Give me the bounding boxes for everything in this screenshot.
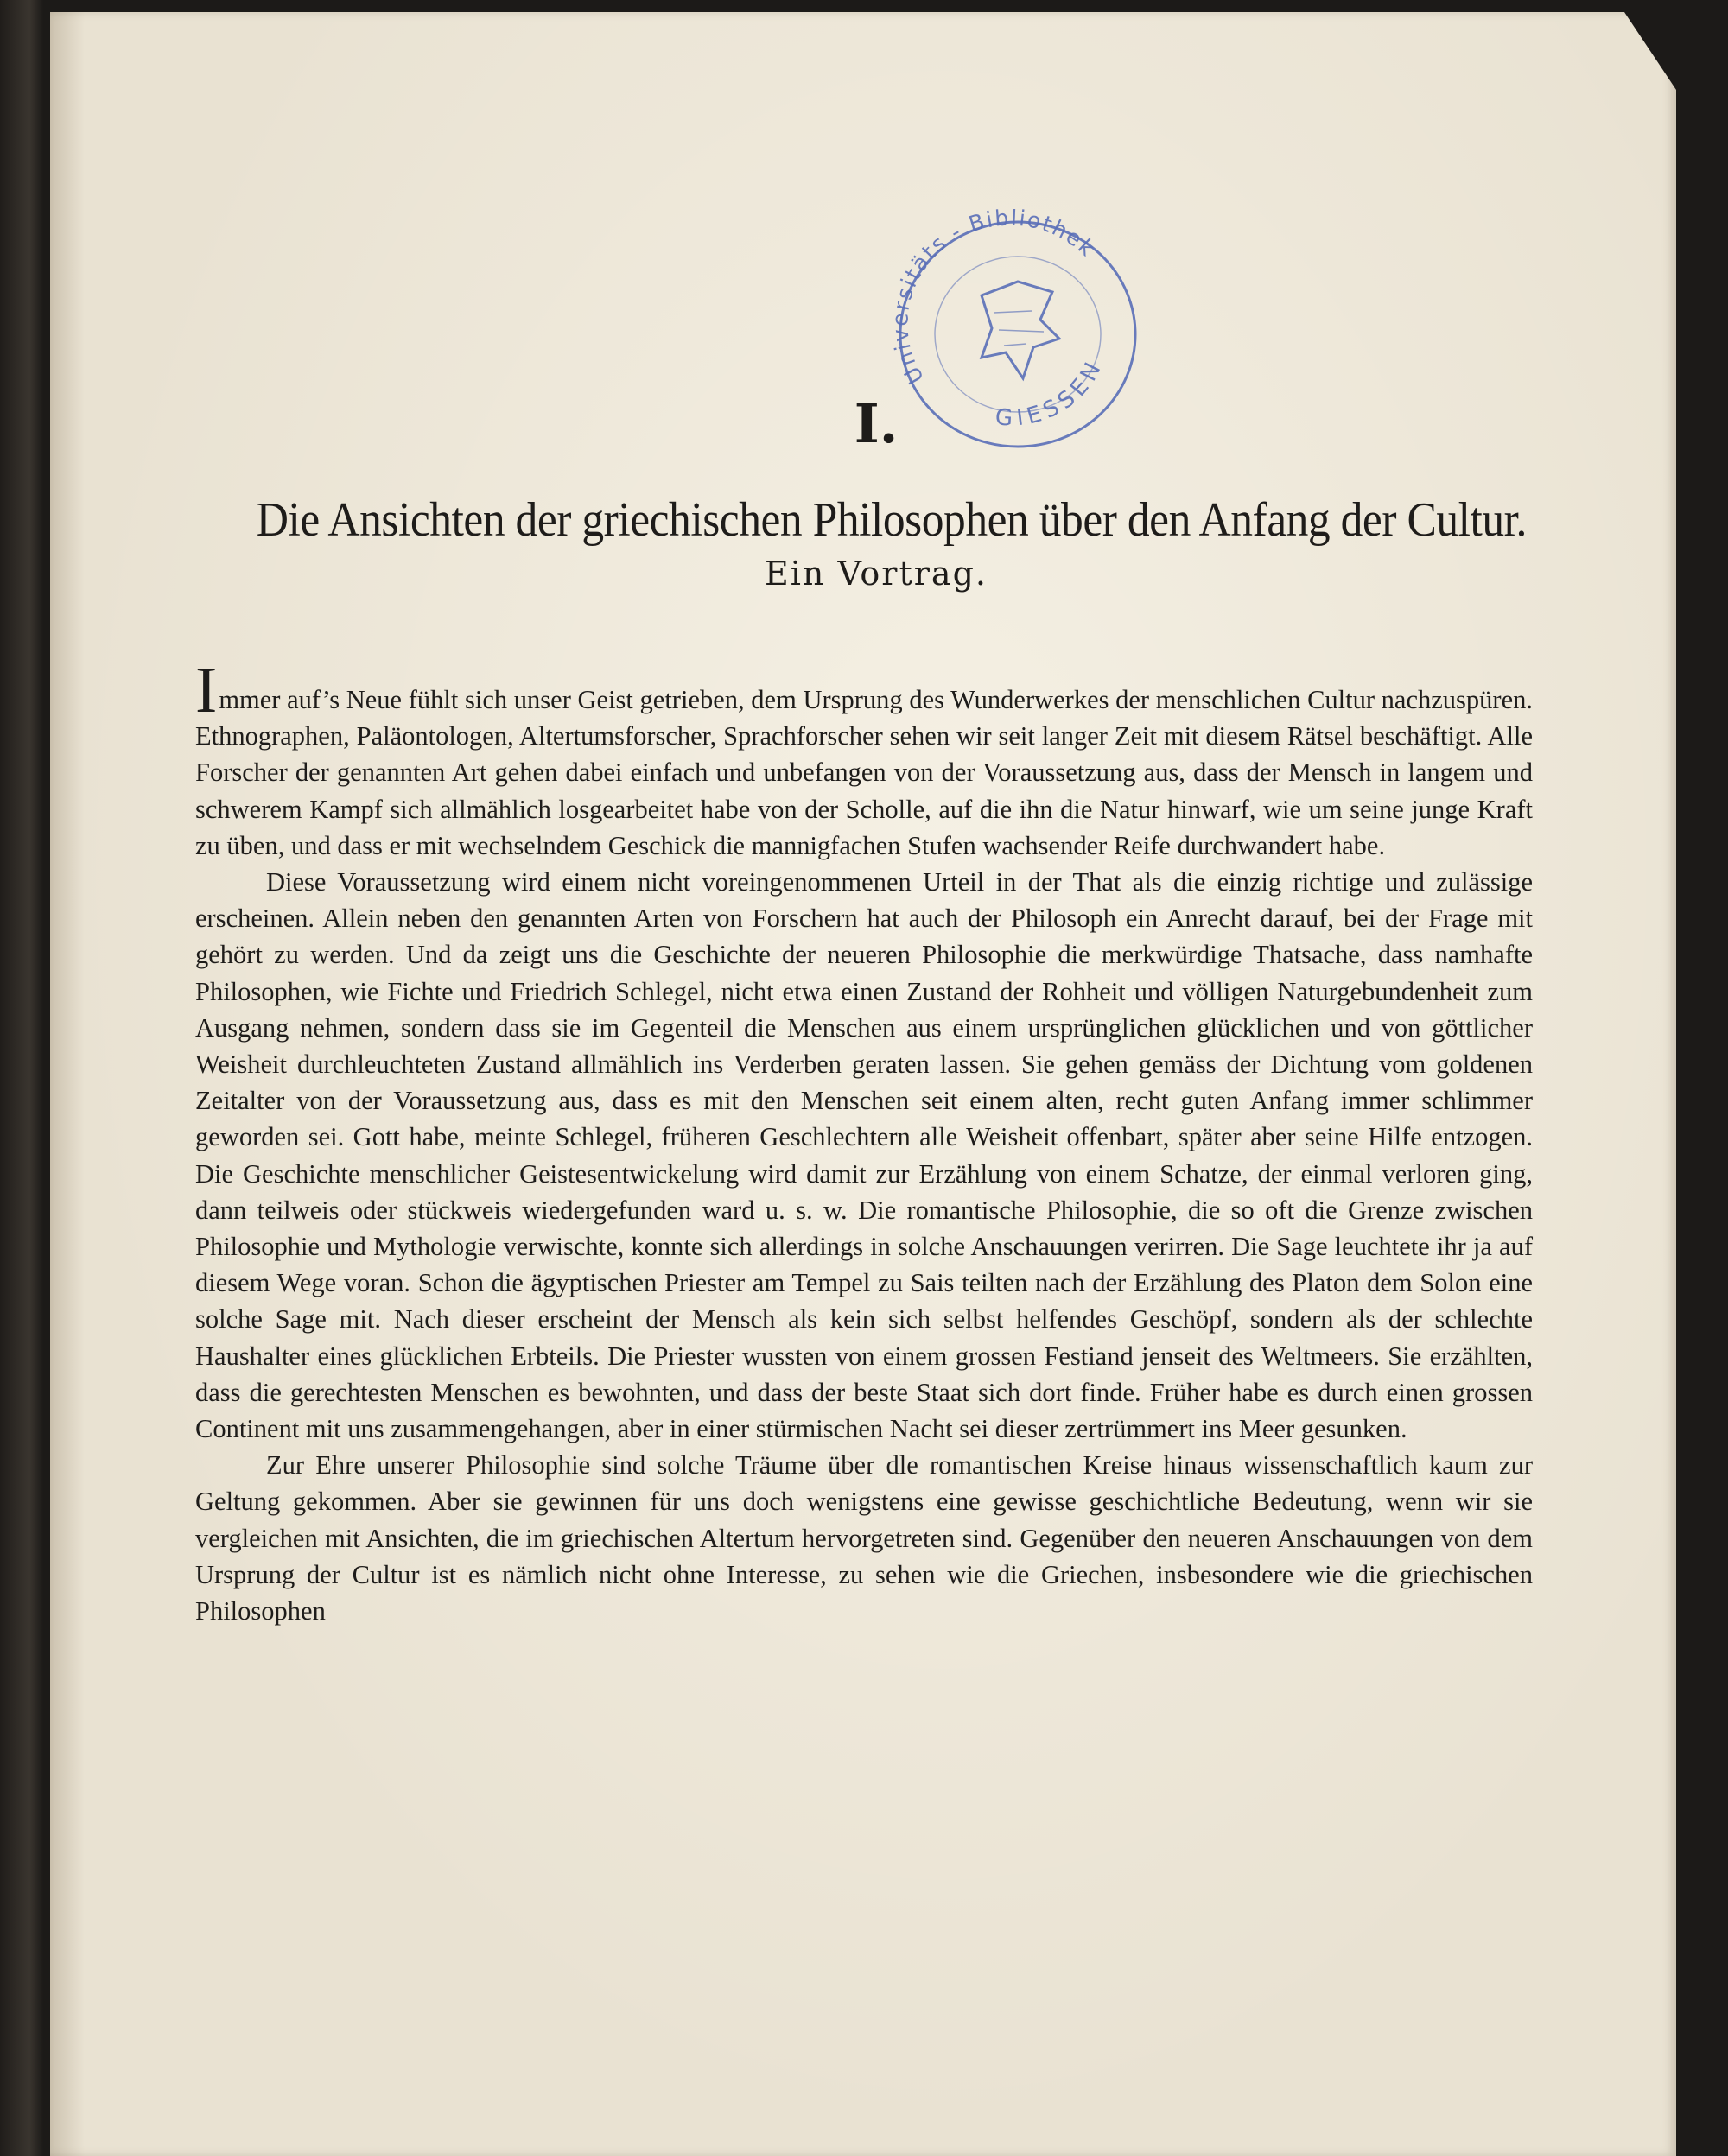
stamp-text-bottom: GIESSEN	[994, 353, 1109, 432]
paragraph	[195, 654, 1533, 864]
drop-cap: I	[195, 654, 218, 726]
chapter-title: Die Ansichten der griechischen Philosophen über den Anfang der Cultur.	[256, 493, 1527, 547]
page-corner	[1624, 12, 1676, 90]
body-text	[195, 654, 1533, 1629]
paragraph: Diese Voraussetzung wird einem nicht voreingenommenen Urteil in der That als die einzig richtige und zulässige erscheinen. Allein neben den genannten Arten von Forschern hat auch der Philosoph ein Anrecht darauf, bei der Frage mit gehört zu werden. Und da zeigt uns die Geschichte der neueren Philosophie die merkwürdige Thatsache, dass namhafte Philosophen, wie Fichte und Friedrich Schlegel, nicht etwa einen Zustand der Rohheit und völligen Naturgebundenheit zum Ausgang nehmen, sondern dass sie im Gegenteil die Menschen aus einem ursprünglichen glücklichen und von göttlicher Weisheit durchleuchteten Zustand allmählich ins Verderben geraten lassen. Sie gehen gemäss der Dichtung vom goldenen Zeitalter von der Voraussetzung aus, dass es mit den Menschen seit einem alten, recht guten Anfang immer schlimmer geworden sei. Gott habe, meinte Schlegel, früheren Geschlechtern alle Weisheit offenbart, später aber seine Hilfe entzogen. Die Geschichte menschlicher Geistesentwickelung wird damit zur Erzählung von einem Schatze, der einmal verloren ging, dann teilweis oder stückweis wiedergefunden ward u. s. w. Die romantische Philosophie, die so oft die Grenze zwischen Philosophie und Mythologie verwischte, konnte sich allerdings in solche Anschauungen verirren. Die Sage leuchtete ihr ja auf diesem Wege voran. Schon die ägyptischen Priester am Tempel zu Sais teilten nach der Erzählung des Platon dem Solon eine solche Sage mit. Nach dieser erscheint der Mensch als kein sich selbst helfendes Geschöpf, sondern als der schlechte Haushalter eines glücklichen Erbteils. Die Priester wussten von einem grossen Festiand jenseit des Weltmeers. Sie erzählten, dass die gerechtesten Menschen es bewohnten, und dass der beste Staat sich dort finde. Früher habe es durch einen grossen Continent mit uns zusammengehangen, aber in einer stürmischen Nacht sei dieser zertrümmert ins Meer gesunken.	[195, 867, 1533, 1444]
book-page	[50, 12, 1676, 2156]
paragraph: Zur Ehre unserer Philosophie sind solche Träume über dle romantischen Kreise hinaus wissenschaftlich kaum zur Geltung gekommen. Aber sie gewinnen für uns doch wenigstens eine gewisse geschichtliche Bedeutung, wenn wir sie vergleichen mit Ansichten, die im griechischen Altertum hervorgetreten sind. Gegenüber den neueren Anschauungen von dem Ursprung der Cultur ist es nämlich nicht ohne Interesse, zu sehen wie die Griechen, insbesondere wie die griechischen Philosophen	[195, 1450, 1533, 1627]
chapter-number: I.	[854, 392, 899, 455]
stamp-text-top: Universitäts - Bibliothek	[887, 209, 1101, 389]
chapter-subtitle: Ein Vortrag.	[765, 555, 988, 593]
svg-text:Universitäts - Bibliothek	[887, 209, 1101, 389]
paragraph-text: mmer auf’s Neue fühlt sich unser Geist getrieben, dem Ursprung des Wunderwerkes der menschlichen Cultur nachzuspüren. Ethnographen, Paläontologen, Altertumsforscher, Sprachforscher sehen wir seit langer Zeit mit diesem Rätsel beschäftigt. Alle Forscher der genannten Art gehen dabei einfach und unbefangen von der Voraussetzung aus, dass der Mensch in langem und schwerem Kampf sich allmählich losgearbeitet habe von der Scholle, auf die ihn die Natur hinwarf, wie um seine junge Kraft zu üben, und dass er mit wechselndem Geschick die mannigfachen Stufen wachsender Reife durchwandert habe.	[195, 685, 1533, 860]
